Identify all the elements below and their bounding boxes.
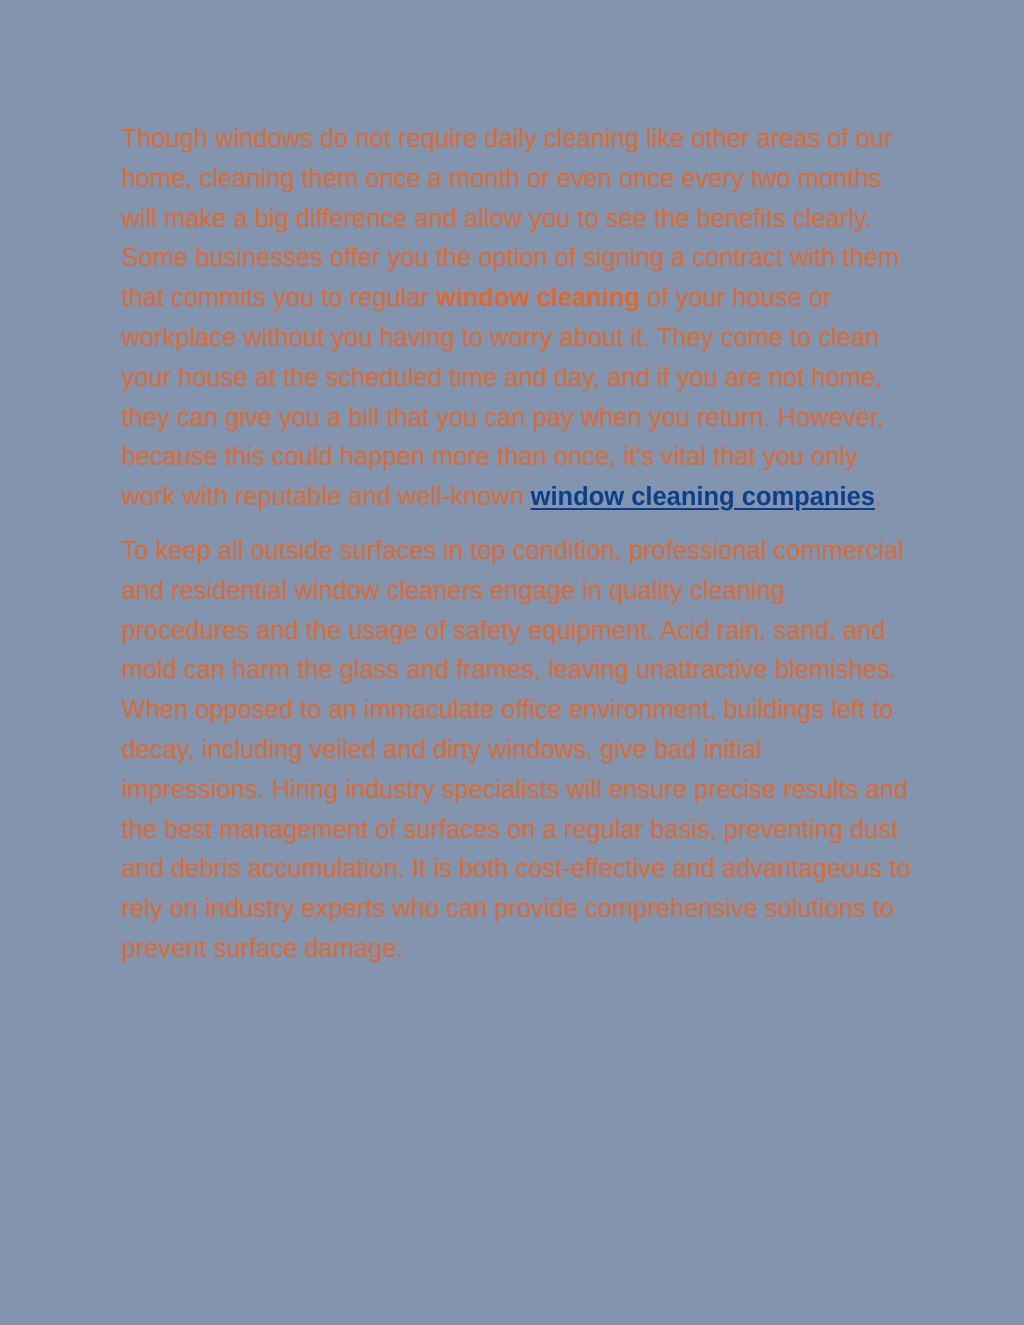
paragraph-1-text-start: Though windows do not require daily cleaning like other areas of our home, cleaning them once a month or even once every two months will make a big difference and allow you to see the benefits clearly. Some businesses offer you the option of signing a contract with them that commits you to regular	[121, 125, 899, 313]
paragraph-1-text-middle: of your house or workplace without you having to worry about it. They come to clean your house at the scheduled time and day, and if you are not home, they can give you a bill that you can pay when you return. However, because this could happen more than once, it's vital that you only work with reputable and well-known	[121, 284, 884, 512]
bold-term-window-cleaning: window cleaning	[435, 284, 640, 313]
document-body	[121, 120, 911, 984]
paragraph-1-end-period: .	[874, 483, 883, 512]
window-cleaning-companies-link[interactable]: window cleaning companies	[530, 483, 875, 512]
paragraph-2: To keep all outside surfaces in top condition, professional commercial and residential window cleaners engage in quality cleaning procedures and the usage of safety equipment. Acid rain, sand, and mold can harm the glass and frames, leaving unattractive blemishes. When opposed to an immaculate office environment, buildings left to decay, including veiled and dirty windows, give bad initial impressions. Hiring industry specialists will ensure precise results and the best management of surfaces on a regular basis, preventing dust and debris accumulation. It is both cost-effective and advantageous to rely on industry experts who can provide comprehensive solutions to prevent surface damage.	[121, 536, 911, 963]
paragraph-1	[121, 120, 911, 518]
